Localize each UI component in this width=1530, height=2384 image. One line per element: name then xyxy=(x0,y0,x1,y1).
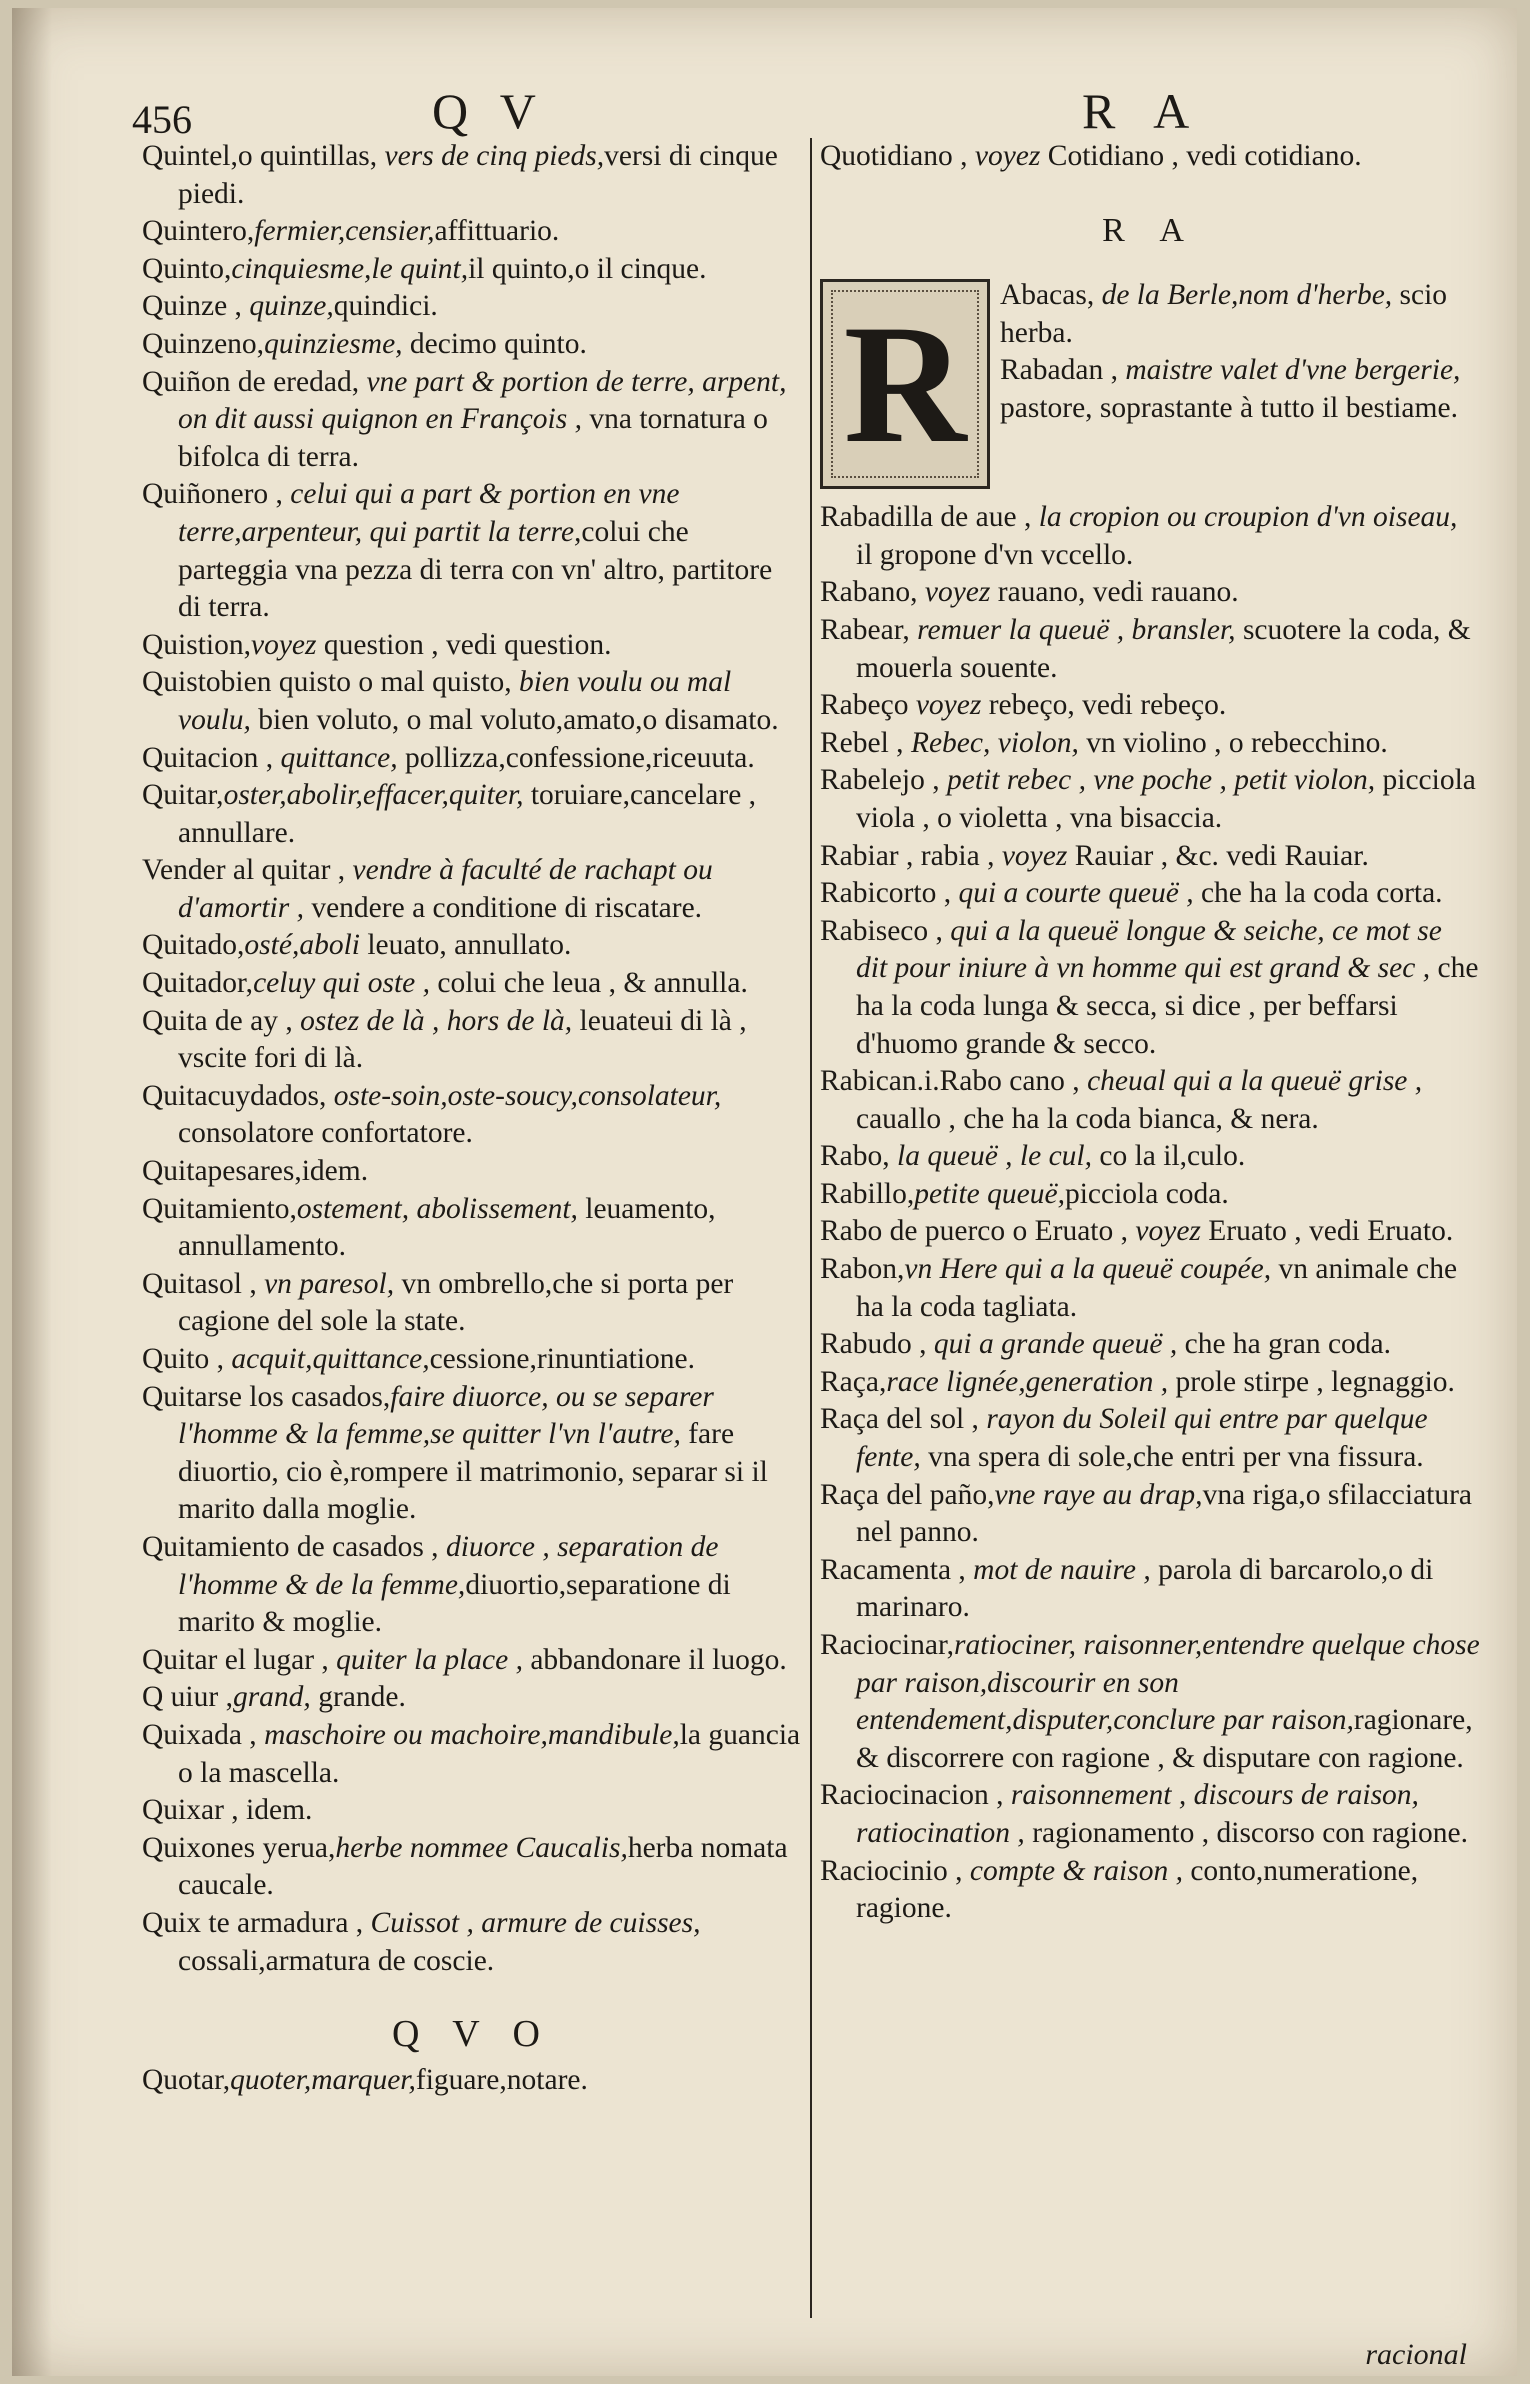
entry-headword: Rabudo , xyxy=(820,1328,927,1361)
entry-french: vne part & portion de terre, arpent, on dit aussi quignon en François , xyxy=(178,365,787,436)
entry-italian: Eruato , vedi Eruato. xyxy=(1200,1215,1454,1248)
dictionary-entry xyxy=(820,612,1480,687)
entry-italian: co la il,culo. xyxy=(1092,1140,1246,1173)
entry-french: oste-soin,oste-soucy,consolateur, xyxy=(326,1079,722,1112)
entry-italian: rebeço, vedi rebeço. xyxy=(981,689,1227,722)
entry-french: vn paresol, xyxy=(256,1267,395,1300)
dictionary-entry xyxy=(142,1153,802,1191)
entry-italian: quindici. xyxy=(333,290,438,323)
entry-italian: il gropone d'vn vccello. xyxy=(856,538,1134,571)
entry-french: cheual qui a la queuë grise , xyxy=(1079,1065,1423,1098)
entry-french: quinziesme, xyxy=(264,327,403,360)
entry-italian: affittuario. xyxy=(434,215,560,248)
entry-italian: question , vedi question. xyxy=(316,628,612,661)
catchword: racional xyxy=(1365,2338,1467,2371)
dictionary-entry xyxy=(142,1642,802,1680)
entry-headword: Rabillo, xyxy=(820,1177,915,1210)
entry-french: quoter,marquer, xyxy=(230,2063,416,2096)
entry-french: de la Berle,nom d'herbe, xyxy=(1094,279,1393,312)
entry-headword: Quitador, xyxy=(142,967,254,1000)
entry-french: Rebec, violon, xyxy=(903,726,1079,759)
entry-headword: Quitar el lugar , xyxy=(142,1643,329,1676)
dictionary-entry xyxy=(142,965,802,1003)
entry-headword: Quito , xyxy=(142,1343,224,1375)
entry-french: la cropion ou croupion d'vn oiseau, xyxy=(1031,501,1458,534)
entry-headword: Raça, xyxy=(820,1365,887,1398)
entry-french: petit rebec , vne poche , petit violon, xyxy=(939,764,1376,797)
right-running-head: R A xyxy=(1082,83,1204,139)
entry-italian: che ha gran coda. xyxy=(1177,1328,1392,1361)
entry-italian: ragionamento , discorso con ragione. xyxy=(1024,1816,1469,1849)
dictionary-entry xyxy=(142,627,802,665)
entry-french: acquit,quittance, xyxy=(223,1343,430,1375)
entry-headword: Raciocinio , xyxy=(820,1854,963,1887)
dictionary-entry xyxy=(142,2062,802,2100)
dictionary-entry xyxy=(820,1213,1480,1251)
entry-italian: leuamento, annullamento. xyxy=(178,1192,716,1263)
dictionary-entry xyxy=(142,1679,802,1717)
dictionary-entry xyxy=(820,1364,1480,1402)
entry-italian: cessione,rinuntiatione. xyxy=(429,1343,696,1375)
entry-french: maschoire ou machoire,mandibule, xyxy=(256,1718,680,1751)
dictionary-entry xyxy=(142,927,802,965)
entry-italian: leuateui di là , vscite fori di là. xyxy=(178,1004,747,1075)
entry-italian: Cotidiano , vedi cotidiano. xyxy=(1040,140,1362,172)
entry-italian: picciola coda. xyxy=(1064,1177,1229,1210)
entry-french: ostez de là , hors de là, xyxy=(292,1004,573,1037)
entry-headword: Raça del paño, xyxy=(820,1478,995,1511)
entry-italian: picciola viola , o violetta , vna bisaccia. xyxy=(856,764,1476,834)
initial-letter: R xyxy=(843,290,967,479)
entry-headword: Vender al quitar , xyxy=(142,854,346,887)
entry-headword: Abacas, xyxy=(1000,279,1095,312)
entry-italian: pollizza,confessione,riceuuta. xyxy=(397,741,755,774)
entry-headword: Rabon, xyxy=(820,1253,905,1286)
entry-french: remuer la queuë , bransler, xyxy=(909,613,1236,646)
dictionary-entry xyxy=(820,138,1480,176)
dictionary-entry xyxy=(820,1326,1480,1364)
right-column xyxy=(820,138,1480,1928)
entry-french: cinquiesme,le quint, xyxy=(231,252,469,285)
entry-headword: Quita de ay , xyxy=(142,1004,293,1037)
dictionary-entry xyxy=(820,687,1480,725)
dictionary-entry xyxy=(820,499,1480,574)
dictionary-entry xyxy=(142,1905,802,1980)
entry-french: voyez xyxy=(908,689,982,722)
entry-headword: Quitacion , xyxy=(142,741,274,774)
entry-headword: Rabican.i.Rabo cano , xyxy=(820,1065,1080,1098)
entry-headword: Quitarse los casados, xyxy=(142,1380,391,1413)
entry-french: faire diuorce, ou se separer l'homme & la femme,se quitter l'vn l'autre, xyxy=(178,1380,714,1451)
entry-headword: Rabano, xyxy=(820,576,918,609)
entry-italian: grande. xyxy=(310,1681,406,1714)
dictionary-entry xyxy=(142,138,802,213)
entry-french: celuy qui oste , xyxy=(253,967,431,1000)
dictionary-entry xyxy=(142,213,802,251)
section-heading-quo: Q V O xyxy=(392,2013,552,2056)
entry-italian: che ha la coda lunga & secca, si dice , per beffarsi d'huomo grande & secco. xyxy=(856,952,1479,1060)
entry-italian: cauallo , che ha la coda bianca, & nera. xyxy=(856,1102,1319,1135)
entry-french: race lignée,generation , xyxy=(886,1365,1169,1398)
entry-french: voyez xyxy=(251,628,317,661)
ornamental-initial xyxy=(820,279,990,489)
entry-italian: vendere a conditione di riscatare. xyxy=(303,891,703,924)
dictionary-entry xyxy=(142,1191,802,1266)
dictionary-entry xyxy=(820,1627,1480,1777)
entry-italian: parola di barcarolo,o di marinaro. xyxy=(856,1553,1434,1624)
entry-french: ratiociner, raisonner,entendre quelque chose par raison,discourir en son entendement,disputer,conclure par raison, xyxy=(856,1629,1480,1737)
dictionary-entry xyxy=(142,1078,802,1153)
entry-italian: conto,numeratione, ragione. xyxy=(856,1854,1419,1925)
entry-headword: Quinzeno, xyxy=(142,327,265,360)
entry-french: qui a la queuë longue & seiche, ce mot se dit pour iniure à vn homme qui est grand & sec , xyxy=(856,914,1442,985)
entry-french: diuorce , separation de l'homme & de la femme, xyxy=(178,1530,719,1601)
entry-french: raisonnement , discours de raison, ratiocination , xyxy=(856,1779,1419,1849)
entry-french: quiter la place , xyxy=(328,1643,523,1676)
entry-headword: Quistobien quisto o mal quisto, xyxy=(142,666,512,699)
entry-italian: scuotere la coda, & mouerla souente. xyxy=(856,613,1471,684)
dictionary-entry xyxy=(142,476,802,626)
entry-french: compte & raison , xyxy=(962,1854,1183,1887)
entry-italian: versi di cinque piedi. xyxy=(178,140,778,210)
entry-headword: Quintel,o quintillas, xyxy=(142,140,378,172)
entry-headword: Rabelejo , xyxy=(820,764,940,797)
entry-headword: Rabo, xyxy=(820,1140,890,1173)
entry-headword: Rabo de puerco o Eruato , xyxy=(820,1215,1129,1248)
entry-headword: Quitamiento, xyxy=(142,1192,297,1225)
gutter-shadow xyxy=(12,8,52,2376)
dictionary-entry xyxy=(820,762,1480,837)
dropcap-entry xyxy=(820,277,1480,499)
column-divider xyxy=(810,138,812,2318)
dictionary-entry xyxy=(142,1003,802,1078)
entry-italian: colui che parteggia vna pezza di terra con vn' altro, partitore di terra. xyxy=(178,515,773,624)
entry-headword: Quiñon de eredad, xyxy=(142,365,360,398)
entry-headword: Rabiar , rabia , xyxy=(820,839,995,872)
dictionary-entry xyxy=(820,913,1480,1063)
dictionary-entry xyxy=(142,251,802,289)
entry-italian: idem. xyxy=(238,1794,313,1827)
dictionary-entry xyxy=(142,1792,802,1830)
page-number: 456 xyxy=(132,97,192,142)
entry-headword: Quintero, xyxy=(142,215,255,248)
entry-french: grand, xyxy=(232,1681,311,1714)
dictionary-entry xyxy=(820,725,1480,763)
entry-french: quittance, xyxy=(273,741,398,774)
dictionary-entry xyxy=(142,1341,802,1379)
dictionary-entry xyxy=(1000,352,1480,427)
entry-french: vn Here qui a la queuë coupée, xyxy=(904,1253,1272,1286)
entry-italian: cossali,armatura de coscie. xyxy=(178,1944,495,1977)
entry-french: osté,aboli xyxy=(244,929,360,962)
entry-french: mot de nauire , xyxy=(965,1553,1151,1586)
entry-french: vers de cinq pieds, xyxy=(377,140,605,172)
dictionary-entry xyxy=(820,1063,1480,1138)
dictionary-entry xyxy=(142,1830,802,1905)
entry-italian: fare diuortio, cio è,rompere il matrimonio, separar si il marito dalla moglie. xyxy=(178,1418,768,1526)
entry-italian: vna tornatura o bifolca di terra. xyxy=(178,403,768,473)
entry-french: rayon du Soleil qui entre par quelque fente, xyxy=(856,1403,1428,1474)
entry-french: Cuissot , armure de cuisses, xyxy=(363,1906,701,1939)
entry-italian: la guancia o la mascella. xyxy=(178,1718,801,1789)
entry-italian: ragionare, & discorrere con ragione , & disputare con ragione. xyxy=(856,1704,1473,1774)
entry-italian: toruiare,cancelare , annullare. xyxy=(178,779,757,849)
entry-headword: Quixones yerua, xyxy=(142,1831,336,1864)
entry-italian: vn violino , o rebecchino. xyxy=(1078,726,1388,759)
entry-headword: Raciocinar, xyxy=(820,1629,954,1661)
left-column xyxy=(142,138,802,2099)
entry-headword: Quitamiento de casados , xyxy=(142,1530,439,1563)
dictionary-entry xyxy=(142,1266,802,1341)
entry-french: fermier,censier, xyxy=(254,215,435,248)
dictionary-entry xyxy=(820,1552,1480,1627)
entry-headword: Rabicorto , xyxy=(820,877,952,910)
dictionary-entry xyxy=(820,1477,1480,1552)
entry-italian: vn ombrello,che si porta per cagione del sole la state. xyxy=(178,1267,734,1338)
dictionary-entry xyxy=(142,288,802,326)
dictionary-entry xyxy=(820,1251,1480,1326)
entry-italian: herba nomata caucale. xyxy=(178,1831,788,1902)
entry-headword: Quitapesares, xyxy=(142,1155,302,1188)
entry-italian: pastore, soprastante à tutto il bestiame. xyxy=(1000,391,1458,424)
entry-french: voyez xyxy=(1128,1215,1201,1248)
entry-french: celui qui a part & portion en vne terre,arpenteur, qui partit la terre, xyxy=(178,478,680,548)
entry-italian: vna spera di sole,che entri per vna fissura. xyxy=(920,1441,1424,1474)
entry-headword: Quitasol , xyxy=(142,1267,257,1300)
entry-headword: Quiñonero , xyxy=(142,478,283,511)
entry-headword: Raça del sol , xyxy=(820,1403,979,1436)
entry-headword: Quistion, xyxy=(142,628,251,661)
entry-italian: abbandonare il luogo. xyxy=(522,1643,787,1676)
entry-headword: Q uiur , xyxy=(142,1681,233,1714)
entry-italian: vn animale che ha la coda tagliata. xyxy=(856,1253,1458,1323)
dictionary-entry xyxy=(820,1176,1480,1214)
entry-headword: Quotar, xyxy=(142,2063,231,2096)
entry-headword: Quotidiano , xyxy=(820,140,968,172)
running-header xyxy=(12,68,1517,142)
dictionary-entry xyxy=(820,574,1480,612)
dictionary-entry xyxy=(142,852,802,927)
entry-italian: vna riga,o sfilacciatura nel panno. xyxy=(856,1478,1473,1549)
entry-headword: Rabear, xyxy=(820,613,910,646)
left-running-head: Q V xyxy=(432,83,546,139)
dictionary-entry xyxy=(1000,277,1480,352)
dictionary-entry xyxy=(142,326,802,364)
entry-italian: Rauiar , &c. vedi Rauiar. xyxy=(1067,839,1369,872)
entry-headword: Quixar , xyxy=(142,1794,239,1827)
entry-italian: prole stirpe , legnaggio. xyxy=(1168,1365,1455,1398)
entry-french: la queuë , le cul, xyxy=(889,1140,1092,1173)
entry-italian: il quinto,o il cinque. xyxy=(468,252,707,285)
entry-italian: bien voluto, o mal voluto,amato,o disamato. xyxy=(250,703,779,736)
dictionary-entry xyxy=(820,838,1480,876)
entry-italian: scio herba. xyxy=(1000,279,1448,349)
entry-italian: idem. xyxy=(301,1155,369,1188)
entry-french: qui a grande queuë , xyxy=(926,1328,1178,1361)
dictionary-entry xyxy=(142,1379,802,1529)
entry-headword: Quitacuydados, xyxy=(142,1079,327,1112)
entry-headword: Quinze , xyxy=(142,290,242,323)
dictionary-entry xyxy=(820,1401,1480,1476)
entry-headword: Racamenta , xyxy=(820,1553,966,1586)
dictionary-entry xyxy=(142,364,802,477)
dictionary-entry xyxy=(142,664,802,739)
entry-italian: decimo quinto. xyxy=(402,327,587,360)
entry-headword: Raciocinacion , xyxy=(820,1779,1004,1812)
dictionary-entry xyxy=(820,1853,1480,1928)
entry-italian: leuato, annullato. xyxy=(359,929,572,962)
entry-headword: Rabiseco , xyxy=(820,914,943,947)
entry-headword: Quinto, xyxy=(142,252,232,285)
entry-headword: Quix te armadura , xyxy=(142,1906,364,1939)
entry-italian: diuortio,separatione di marito & moglie. xyxy=(178,1568,731,1639)
entry-italian: colui che leua , & annulla. xyxy=(430,967,748,1000)
dictionary-entry xyxy=(820,1138,1480,1176)
entry-headword: Rabeço xyxy=(820,689,909,722)
entry-italian: che ha la coda corta. xyxy=(1193,877,1443,910)
entry-headword: Quitar, xyxy=(142,779,224,812)
entry-french: maistre valet d'vne bergerie, xyxy=(1117,354,1461,387)
entry-headword: Rebel , xyxy=(820,726,904,759)
entry-french: voyez xyxy=(967,140,1041,172)
section-heading-ra: R A xyxy=(1102,211,1198,249)
entry-french: quinze, xyxy=(241,290,334,323)
dictionary-entry xyxy=(142,1529,802,1642)
entry-french: herbe nommee Caucalis, xyxy=(335,1831,628,1864)
entry-french: voyez xyxy=(994,839,1068,872)
entry-french: vendre à faculté de rachapt ou d'amortir , xyxy=(178,854,713,924)
dictionary-entry xyxy=(142,777,802,852)
entry-italian: rauano, vedi rauano. xyxy=(990,576,1239,609)
entry-french: bien voulu ou mal voulu, xyxy=(178,666,732,736)
dictionary-page xyxy=(12,8,1517,2376)
dictionary-entry xyxy=(820,875,1480,913)
entry-french: oster,abolir,effacer,quiter, xyxy=(223,779,524,812)
dictionary-entry xyxy=(142,1717,802,1792)
entry-headword: Rabadilla de aue , xyxy=(820,501,1032,534)
entry-french: vne raye au drap, xyxy=(994,1478,1203,1511)
entry-french: voyez xyxy=(917,576,991,609)
entry-italian: figuare,notare. xyxy=(415,2063,588,2096)
dictionary-entry xyxy=(820,1777,1480,1852)
dictionary-entry xyxy=(142,740,802,778)
entry-french: ostement, abolissement, xyxy=(296,1192,578,1225)
initial-ornament-border xyxy=(831,290,979,478)
entry-headword: Rabadan , xyxy=(1000,354,1118,387)
entry-headword: Quitado, xyxy=(142,929,245,962)
entry-headword: Quixada , xyxy=(142,1718,257,1751)
entry-french: petite queuë, xyxy=(914,1177,1065,1210)
entry-italian: consolatore confortatore. xyxy=(178,1117,473,1150)
entry-french: qui a courte queuë , xyxy=(951,877,1194,910)
